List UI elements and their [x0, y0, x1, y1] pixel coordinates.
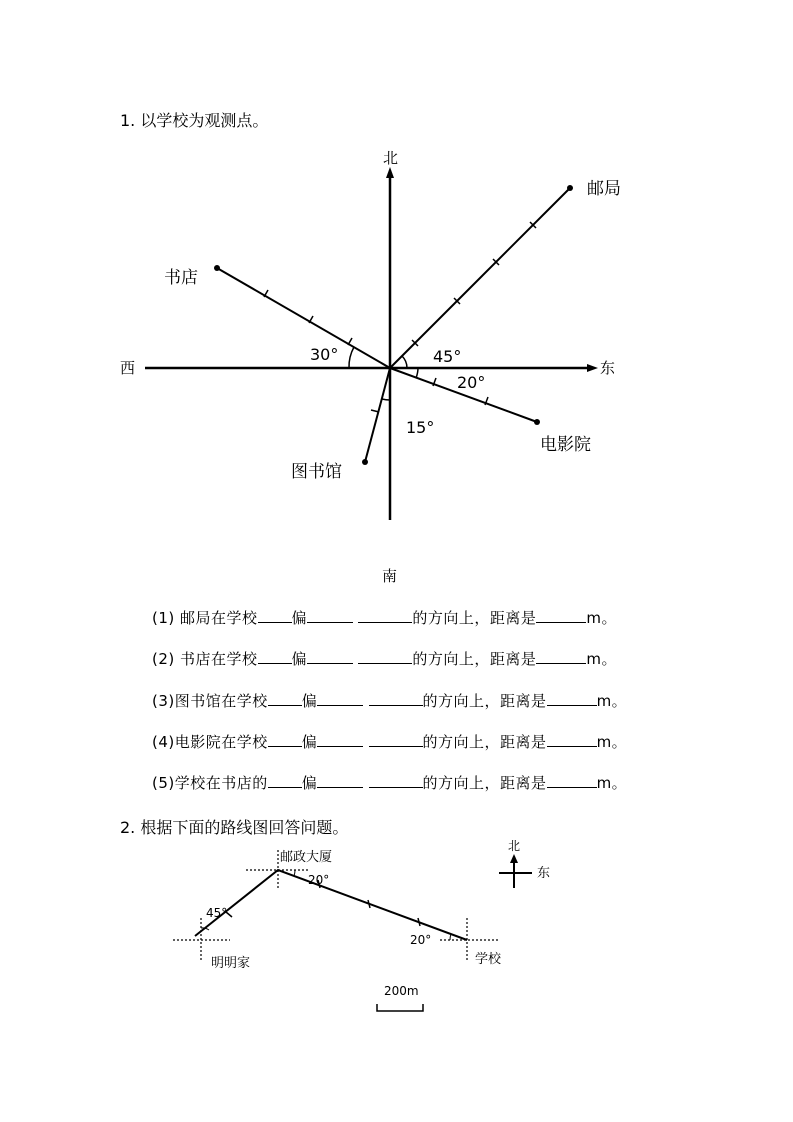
answer-blank[interactable] — [317, 691, 363, 706]
answer-blank[interactable] — [536, 649, 586, 664]
answer-blank[interactable] — [307, 649, 353, 664]
north-label: 北 — [383, 149, 399, 167]
answer-blank[interactable] — [317, 732, 363, 747]
east-arrow-icon — [587, 364, 598, 372]
bookstore-label: 书店 — [164, 268, 198, 288]
answer-blank[interactable] — [268, 732, 302, 747]
answer-blank[interactable] — [369, 773, 423, 788]
west-label: 西 — [120, 359, 136, 377]
angle-arc-post-office — [402, 356, 407, 368]
answer-blank[interactable] — [358, 649, 412, 664]
question-1: (1) 邮局在学校 偏 的方向上，距离是 m。 — [152, 609, 617, 627]
question-5: (5)学校在书店的 偏 的方向上，距离是 m。 — [152, 774, 628, 792]
angle-label-cinema: 20° — [457, 373, 486, 392]
compass-north-arrow-icon — [510, 854, 518, 863]
post-angle-label: 20° — [308, 873, 330, 887]
answer-blank[interactable] — [268, 691, 302, 706]
ray-bookstore — [217, 268, 390, 368]
library-dot — [362, 459, 368, 465]
answer-blank[interactable] — [547, 691, 597, 706]
south-label: 南 — [382, 567, 398, 585]
answer-blank[interactable] — [258, 649, 292, 664]
question-2: (2) 书店在学校 偏 的方向上，距离是 m。 — [152, 650, 617, 668]
compass-north-label: 北 — [508, 839, 521, 853]
answer-blank[interactable] — [307, 608, 353, 623]
answer-blank[interactable] — [536, 608, 586, 623]
north-arrow-icon — [386, 167, 394, 178]
ray-library — [365, 368, 390, 462]
school-angle-label: 20° — [410, 933, 432, 947]
bookstore-dot — [214, 265, 220, 271]
school-angle-arc — [450, 934, 451, 940]
home-angle-label: 45° — [206, 906, 228, 920]
angle-arc-cinema — [416, 368, 418, 378]
q2-title: 2. 根据下面的路线图回答问题。 — [120, 818, 349, 837]
scale-bar — [377, 1004, 423, 1011]
answer-blank[interactable] — [369, 691, 423, 706]
q1-title: 1. 以学校为观测点。 — [120, 111, 269, 130]
answer-blank[interactable] — [369, 732, 423, 747]
post-office-dot — [567, 185, 573, 191]
scale-label: 200m — [384, 984, 419, 998]
answer-blank[interactable] — [258, 608, 292, 623]
angle-label-library: 15° — [406, 418, 435, 437]
cinema-dot — [534, 419, 540, 425]
ray-post-office — [390, 188, 570, 368]
east-label: 东 — [600, 359, 616, 377]
post-angle-arc — [294, 870, 295, 876]
home-label: 明明家 — [211, 956, 251, 971]
question-4: (4)电影院在学校 偏 的方向上，距离是 m。 — [152, 733, 628, 751]
answer-blank[interactable] — [547, 732, 597, 747]
school-label: 学校 — [475, 952, 502, 967]
library-label: 图书馆 — [291, 462, 342, 482]
question-3: (3)图书馆在学校 偏 的方向上，距离是 m。 — [152, 692, 628, 710]
route-line — [195, 870, 467, 940]
angle-label-bookstore: 30° — [310, 345, 339, 364]
answer-blank[interactable] — [547, 773, 597, 788]
post-office-label: 邮局 — [587, 179, 621, 199]
answer-blank[interactable] — [358, 608, 412, 623]
angle-label-post-office: 45° — [433, 347, 462, 366]
answer-blank[interactable] — [317, 773, 363, 788]
bookstore-ticks — [264, 290, 352, 345]
compass-east-label: 东 — [537, 866, 551, 881]
post-building-label: 邮政大厦 — [280, 850, 333, 865]
angle-arc-bookstore — [349, 347, 354, 368]
cinema-label: 电影院 — [540, 435, 591, 455]
answer-blank[interactable] — [268, 773, 302, 788]
route-diagram — [0, 830, 793, 1030]
